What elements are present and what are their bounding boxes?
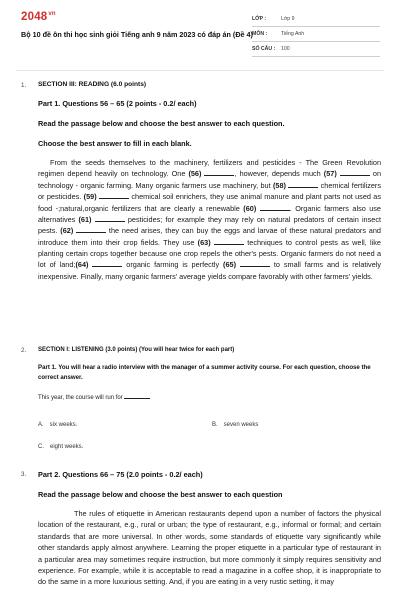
document-meta [252,12,380,57]
instruction: Part 1. You will hear a radio interview with the manager of a summer activity course. For each question, choose the correct answer. [38,364,371,381]
meta-question-count: SỐ CÂU : 100 [252,42,380,57]
question-content [38,81,381,282]
question-number: 3. [21,471,27,478]
answer-blank[interactable] [340,169,370,176]
part-heading: Part 2. Questions 66 – 75 (2.0 points - 0.2/ each) [38,470,203,479]
instruction: Choose the best answer to fill in each blank. [38,139,192,148]
answer-blank[interactable] [124,393,150,399]
question-number: 2. [21,347,27,354]
instruction: Read the passage below and choose the best answer to each question. [38,119,285,128]
answer-blank[interactable] [76,226,106,233]
part-heading: Part 1. Questions 56 – 65 (2 points - 0.2/ each) [38,99,197,108]
reading-passage: From the seeds themselves to the machinery, fertilizers and pesticides - The Green Revolution regimen depend heavily on technology. One (56) , however, depends much (57) on technology - organic farming. Many organic farmers use machinery, but (58) chemical fertilizers or pesticides. (59) chemical soil enrichers, they use animal manure and plant parts not used as food -;natural,organic fertilizers that are clearly a renewable (60) . Organic farmers also use alternatives (61) pesticides; for example they may rely on natural predators of certain insect pests. (62) the need arises, they can buy the eggs and larvae of these natural predators and introduce them into their crop fields. They use (63) techniques to control pests as well, like planting certain crops together because one crop repels the other's pests. Organic farmers do not need a lot of land;(64) organic farming is perfectly (65) to small farms and is relatively inexpensive. Finally, many organic farmers' average yields compare favorably with other farmers' yields. [38,158,382,281]
option-a[interactable]: A. six weeks. [38,422,78,428]
meta-class: LỚP : Lớp 9 [252,12,380,27]
document-header [0,0,400,62]
section-heading: SECTION I: LISTENING (3.0 points) (You will hear twice for each part) [38,347,235,353]
answer-blank[interactable] [99,192,129,199]
question-3 [0,470,400,600]
answer-blank[interactable] [240,260,270,267]
document-title: Bộ 10 đề ôn thi học sinh giỏi Tiếng anh 9 năm 2023 có đáp án (Đề 4) [21,30,253,39]
listening-question: This year, the course will run for [38,393,381,401]
section-heading: SECTION III: READING (6.0 points) [38,81,147,88]
instruction: Read the passage below and choose the best answer to each question [38,490,283,499]
question-number: 1. [21,82,27,89]
question-content [38,347,381,401]
answer-blank[interactable] [288,181,318,188]
answer-blank[interactable] [214,238,244,245]
answer-blank[interactable] [204,169,234,176]
option-c[interactable]: C. eight weeks. [38,444,84,450]
answer-blank[interactable] [95,215,125,222]
reading-passage: The rules of etiquette in American restaurants depend upon a number of factors the physical location of the restaurant, e.g., rural or urban; the type of restaurant, e.g., informal or formal; and certain standards that are more universal. In other words, some standards of etiquette vary significantly while other standards apply almost anywhere. Learning the proper etiquette in a particular type of restaurant in a particular area may sometimes require instruction, but more commonly it simply requires sensitivity and experience. For example, while it is acceptable to read a magazine in a coffee shop, it is inappropriate to do the same in a more luxurious setting. And, if you are eating in a very rustic setting, it may [38,509,381,587]
question-2 [0,347,400,457]
header-divider [16,70,384,71]
meta-subject: MÔN : Tiếng Anh [252,27,380,42]
answer-blank[interactable] [260,204,290,211]
question-content [38,470,381,588]
option-b[interactable]: B. seven weeks [212,422,259,428]
site-logo[interactable]: $2048^{vn}$ [21,11,56,23]
answer-blank[interactable] [92,260,122,267]
